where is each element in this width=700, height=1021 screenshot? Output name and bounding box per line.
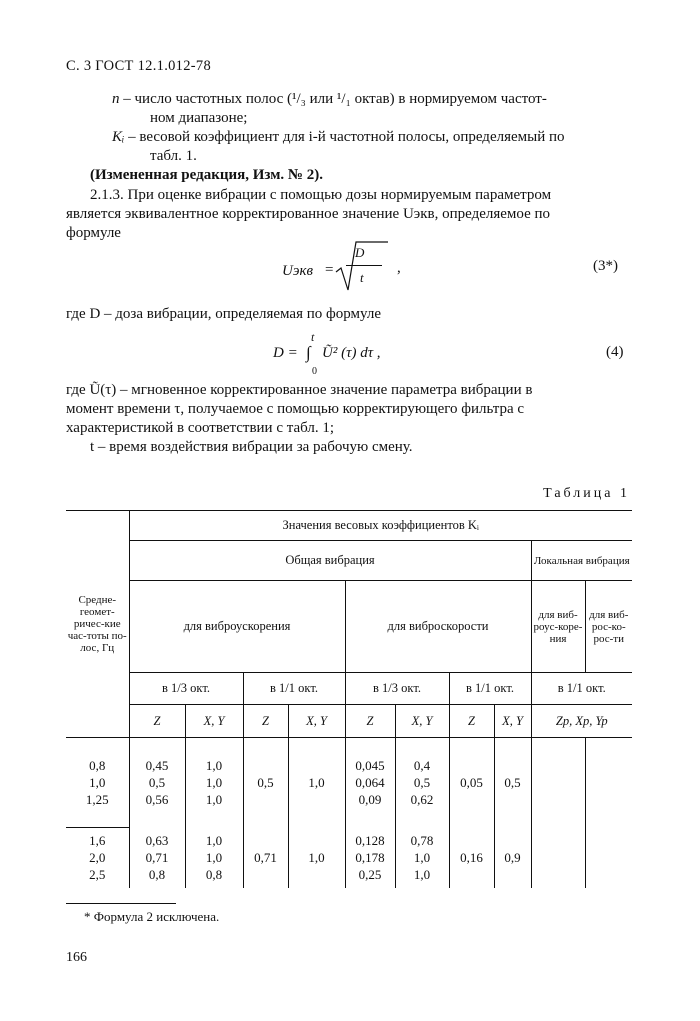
formula3-number: (3*) <box>593 258 618 274</box>
table-cell: 0,5 <box>494 738 531 828</box>
local-octave-header: в 1/1 окт. <box>531 673 632 705</box>
table-cell: 1,0 <box>288 738 345 828</box>
accel-header: для виброускорения <box>129 581 345 673</box>
integral-lower-limit: 0 <box>312 366 317 377</box>
accel-third-octave-header: в 1/3 окт. <box>129 673 243 705</box>
para-213-line2: является эквивалентное корректированное значение Uэкв, определяемое по <box>66 206 551 222</box>
table-cell: 0,71 <box>243 828 288 888</box>
table-cell: 1,0 1,0 1,0 <box>185 738 243 828</box>
formula3-denominator: t <box>360 270 364 285</box>
formula3-comma: , <box>397 260 401 276</box>
formula3-lhs: Uэкв <box>282 263 313 279</box>
table-cell: 1,0 <box>288 828 345 888</box>
table-cell: 0,45 0,5 0,56 <box>129 738 185 828</box>
axis-xy-header: X, Y <box>494 705 531 738</box>
table-cell-freq: 0,8 1,0 1,25 <box>66 738 129 828</box>
formula3-numerator: D <box>355 245 365 260</box>
para-213-line1: 2.1.3. При оценке вибрации с помощью дозы нормируемым параметром <box>90 187 552 203</box>
weights-header: Значения весовых коэффициентов Kᵢ <box>129 511 632 541</box>
footnote: * Формула 2 исключена. <box>84 909 220 924</box>
formula4-lhs: D = <box>273 345 298 361</box>
accel-octave-header: в 1/1 окт. <box>243 673 345 705</box>
where-d: где D – доза вибрации, определяемая по формуле <box>66 306 381 322</box>
integral-upper-limit: t <box>311 330 315 344</box>
table-cell: 0,128 0,178 0,25 <box>345 828 395 888</box>
table-cell <box>531 738 585 828</box>
formula4-number: (4) <box>606 344 624 360</box>
table-cell: 0,4 0,5 0,62 <box>395 738 449 828</box>
definition-text: число частотных полос (¹/₃ или ¹/₁ октав) в нормируемом частот- <box>134 91 547 107</box>
table-cell: 0,78 1,0 1,0 <box>395 828 449 888</box>
definition-continuation: ном диапазоне; <box>150 110 248 126</box>
table-cell-freq: 1,6 2,0 2,5 <box>66 828 129 888</box>
definition-symbol: n <box>112 91 120 107</box>
definition-k <box>112 128 632 166</box>
definition-dash: – <box>128 129 136 145</box>
local-velocity-header: для виб-рос-ко-рос-ти <box>585 581 632 673</box>
velocity-third-octave-header: в 1/3 окт. <box>345 673 449 705</box>
freq-column-header: Средне-геомет-ричес-кие час-тоты по-лос, Гц <box>66 511 129 738</box>
table-cell: 0,16 <box>449 828 494 888</box>
table-cell: 0,05 <box>449 738 494 828</box>
velocity-octave-header: в 1/1 окт. <box>449 673 531 705</box>
table-cell <box>531 828 585 888</box>
table-cell: 0,045 0,064 0,09 <box>345 738 395 828</box>
table-cell: 0,63 0,71 0,8 <box>129 828 185 888</box>
velocity-header: для виброскорости <box>345 581 531 673</box>
footnote-rule <box>66 903 176 904</box>
page-number: 166 <box>66 950 87 965</box>
axis-z-header: Z <box>345 705 395 738</box>
axis-z-header: Z <box>449 705 494 738</box>
formula3-equals: = <box>325 262 334 278</box>
definition-symbol: Kᵢ <box>112 129 125 145</box>
page-header: С. 3 ГОСТ 12.1.012-78 <box>66 58 211 74</box>
axis-xy-header: X, Y <box>395 705 449 738</box>
integral-icon: ∫ <box>306 343 311 362</box>
axis-z-header: Z <box>129 705 185 738</box>
weights-table <box>66 510 632 888</box>
axis-xy-header: X, Y <box>185 705 243 738</box>
where-u-line2: момент времени τ, получаемое с помощью корректирующего фильтра с <box>66 401 525 417</box>
fraction-bar <box>346 265 382 266</box>
local-accel-header: для виб-роус-коре-ния <box>531 581 585 673</box>
axis-zp-header: Zp, Xp, Yp <box>531 705 632 738</box>
where-u-line1: где Ũ(τ) – мгновенное корректированное значение параметра вибрации в <box>66 382 533 398</box>
definition-text: весовой коэффициент для i-й частотной полосы, определяемый по <box>139 129 565 145</box>
definition-continuation: табл. 1. <box>150 148 197 164</box>
table-cell <box>585 828 632 888</box>
table-cell: 0,5 <box>243 738 288 828</box>
where-u-line3: характеристикой в соответствии с табл. 1; <box>66 420 335 436</box>
where-u-line4: t – время воздействия вибрации за рабочую смену. <box>90 439 413 455</box>
axis-z-header: Z <box>243 705 288 738</box>
amendment-note: (Измененная редакция, Изм. № 2). <box>90 167 324 183</box>
formula4-body: Ũ² (τ) dτ , <box>322 345 381 361</box>
local-vibration-header: Локальная вибрация <box>531 541 632 581</box>
definition-dash: – <box>123 91 131 107</box>
general-vibration-header: Общая вибрация <box>129 541 531 581</box>
table-title: Таблица 1 <box>543 486 630 501</box>
axis-xy-header: X, Y <box>288 705 345 738</box>
table-cell: 1,0 1,0 0,8 <box>185 828 243 888</box>
table-cell: 0,9 <box>494 828 531 888</box>
definition-n <box>112 90 632 128</box>
table-cell <box>585 738 632 828</box>
para-213-line3: формуле <box>66 225 121 241</box>
